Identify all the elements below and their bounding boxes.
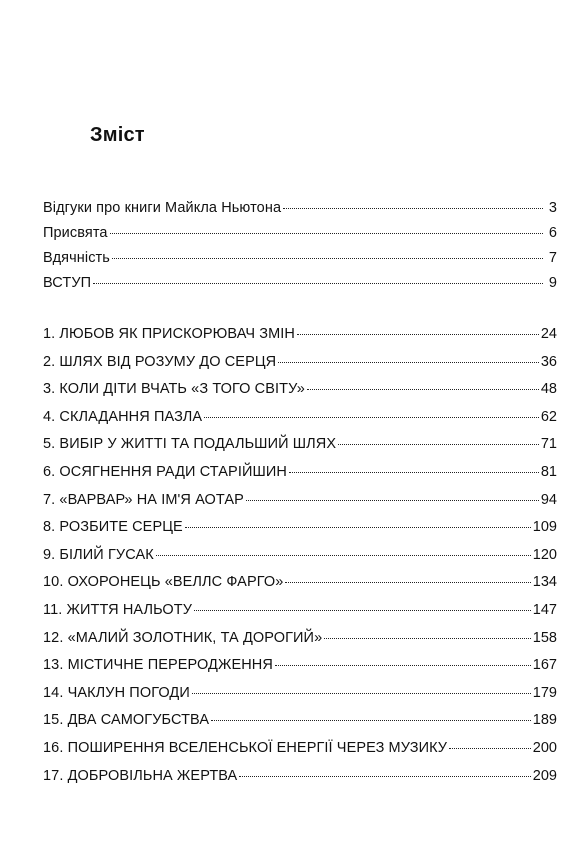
page-title: Зміст (90, 124, 145, 146)
toc-chapter-entry (43, 464, 557, 492)
toc-chapter-entry (43, 354, 557, 382)
toc-entry-label: 16. ПОШИРЕННЯ ВСЕЛЕНСЬКОЇ ЕНЕРГІЇ ЧЕРЕЗ МУЗИКУ (43, 739, 448, 756)
toc-chapter-entry (43, 547, 557, 575)
toc-entry-label: 15. ДВА САМОГУБСТВА (43, 712, 210, 729)
dot-leader (192, 693, 531, 694)
toc-entry-page-number: 48 (540, 381, 557, 398)
dot-leader (275, 665, 531, 666)
dot-leader (93, 283, 543, 284)
toc-entry-label: 17. ДОБРОВІЛЬНА ЖЕРТВА (43, 767, 238, 784)
toc-entry-label: Присвята (43, 225, 108, 241)
toc-entry-label: 3. КОЛИ ДІТИ ВЧАТЬ «З ТОГО СВІТУ» (43, 381, 305, 398)
toc-entry-page-number: 62 (540, 408, 557, 425)
toc-chapter-entry (43, 685, 557, 713)
toc-chapter-entry (43, 602, 557, 630)
toc-entry-page-number: 200 (532, 739, 557, 756)
toc-entry-label: 4. СКЛАДАННЯ ПАЗЛА (43, 408, 203, 425)
dot-leader (297, 334, 539, 335)
toc-entry-page-number: 189 (532, 712, 557, 729)
toc-entry-label: 7. «ВАРВАР» НА ІМ'Я АОТАР (43, 491, 244, 508)
toc-entry-label: 9. БІЛИЙ ГУСАК (43, 546, 154, 563)
toc-entry-label: ВСТУП (43, 275, 92, 291)
toc-entry-label: 13. МІСТИЧНЕ ПЕРЕРОДЖЕННЯ (43, 657, 273, 674)
toc-chapter-entry (43, 436, 557, 464)
toc-entry-page-number: 134 (532, 574, 557, 591)
toc-entry-page-number: 209 (532, 767, 557, 784)
toc-front-entry (43, 225, 557, 250)
dot-leader (204, 417, 539, 418)
toc-entry-page-number: 120 (532, 546, 557, 563)
dot-leader (324, 638, 531, 639)
dot-leader (449, 748, 531, 749)
toc-chapter-entry (43, 657, 557, 685)
toc-entry-label: Відгуки про книги Майкла Ньютона (43, 200, 282, 216)
toc-entry-label: 6. ОСЯГНЕННЯ РАДИ СТАРІЙШИН (43, 463, 287, 480)
toc-entry-page-number: 6 (548, 225, 557, 241)
toc-entry-page-number: 147 (532, 601, 557, 618)
toc-chapter-entry (43, 519, 557, 547)
toc-chapter-entry (43, 574, 557, 602)
dot-leader (246, 500, 539, 501)
toc-entry-label: 2. ШЛЯХ ВІД РОЗУМУ ДО СЕРЦЯ (43, 353, 277, 370)
toc-chapter-entry (43, 381, 557, 409)
toc-entry-page-number: 158 (532, 629, 557, 646)
toc-entry-page-number: 94 (540, 491, 557, 508)
toc-chapter-entry (43, 712, 557, 740)
toc-entry-page-number: 109 (532, 519, 557, 536)
toc-chapter-entry (43, 768, 557, 796)
toc-entry-label: 11. ЖИТТЯ НАЛЬОТУ (43, 601, 193, 618)
toc-entry-page-number: 167 (532, 657, 557, 674)
dot-leader (112, 258, 543, 259)
toc-chapters (43, 326, 557, 795)
toc-entry-page-number: 71 (540, 436, 557, 453)
toc-entry-page-number: 81 (540, 463, 557, 480)
dot-leader (289, 472, 539, 473)
dot-leader (338, 444, 539, 445)
dot-leader (194, 610, 531, 611)
toc-chapter-entry (43, 326, 557, 354)
toc-entry-label: Вдячність (43, 250, 110, 266)
dot-leader (285, 582, 530, 583)
toc-chapter-entry (43, 630, 557, 658)
dot-leader (239, 776, 530, 777)
toc-entry-label: 8. РОЗБИТЕ СЕРЦЕ (43, 519, 183, 536)
toc-entry-page-number: 7 (548, 250, 557, 266)
toc-entry-label: 12. «МАЛИЙ ЗОЛОТНИК, ТА ДОРОГИЙ» (43, 629, 323, 646)
dot-leader (110, 233, 543, 234)
toc-chapter-entry (43, 740, 557, 768)
toc-entry-label: 14. ЧАКЛУН ПОГОДИ (43, 684, 190, 701)
toc-entry-page-number: 3 (548, 200, 557, 216)
toc-chapter-entry (43, 409, 557, 437)
toc-front-matter (43, 200, 557, 300)
toc-entry-page-number: 24 (540, 326, 557, 342)
dot-leader (211, 720, 531, 721)
dot-leader (278, 362, 539, 363)
toc-entry-label: 5. ВИБІР У ЖИТТІ ТА ПОДАЛЬШИЙ ШЛЯХ (43, 436, 337, 453)
toc-front-entry (43, 200, 557, 225)
toc-entry-page-number: 36 (540, 353, 557, 370)
toc-entry-page-number: 9 (548, 275, 557, 291)
toc-front-entry (43, 250, 557, 275)
dot-leader (283, 208, 543, 209)
toc-entry-page-number: 179 (532, 684, 557, 701)
toc-front-entry (43, 275, 557, 300)
dot-leader (185, 527, 531, 528)
dot-leader (307, 389, 539, 390)
dot-leader (156, 555, 531, 556)
toc-entry-label: 1. ЛЮБОВ ЯК ПРИСКОРЮВАЧ ЗМІН (43, 326, 295, 342)
toc-entry-label: 10. ОХОРОНЕЦЬ «ВЕЛЛС ФАРГО» (43, 574, 284, 591)
toc-chapter-entry (43, 492, 557, 520)
